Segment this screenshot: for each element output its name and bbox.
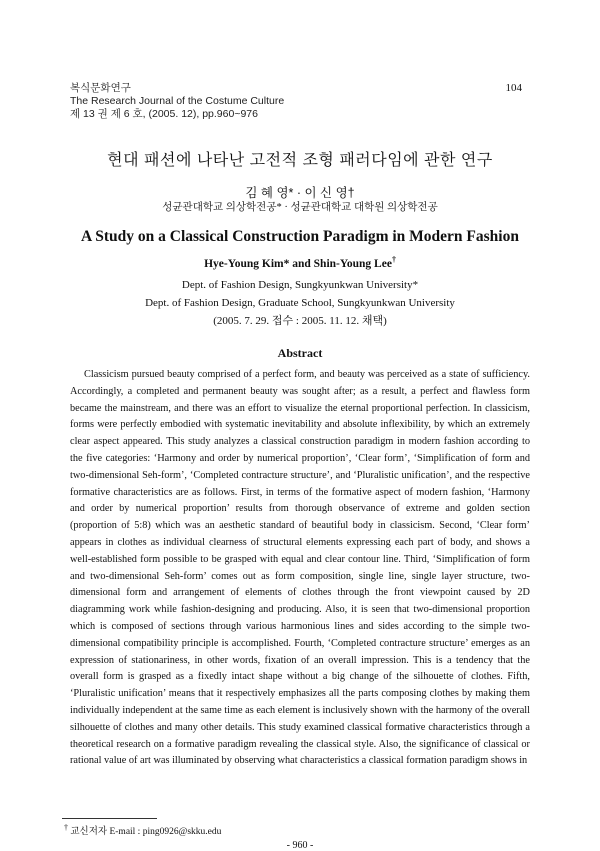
- page-number-bottom: - 960 -: [286, 840, 314, 851]
- footnote-mark: †: [64, 822, 68, 832]
- title-korean: 현대 패션에 나타난 고전적 조형 패러다임에 관한 연구: [107, 152, 493, 169]
- authors-english-names: Hye-Young Kim* and Shin-Young Lee: [204, 258, 392, 270]
- footnote-text: 교신저자 E-mail : ping0926@skku.edu: [70, 827, 222, 837]
- abstract-heading: Abstract: [277, 346, 323, 360]
- abstract-body: [70, 367, 530, 770]
- page-number-top: 104: [505, 82, 522, 94]
- journal-header: [70, 82, 284, 121]
- journal-volume-info: 제 13 권 제 6 호, (2005. 12), pp.960~976: [70, 108, 258, 120]
- journal-korean-name: 복식문화연구: [70, 82, 131, 94]
- footnote: [64, 823, 221, 837]
- authors-english: [0, 255, 600, 270]
- corresponding-author-mark: †: [391, 255, 396, 265]
- affiliation-korean: 성균관대학교 의상학전공* · 성균관대학교 대학원 의상학전공: [162, 202, 438, 213]
- authors-korean: 김 혜 영* · 이 신 영†: [245, 186, 355, 200]
- journal-english-name: The Research Journal of the Costume Culture: [70, 95, 285, 107]
- affiliation-english-1: Dept. of Fashion Design, Sungkyunkwan University*: [181, 279, 419, 291]
- abstract-paragraph: Classicism pursued beauty comprised of a perfect form, and beauty was perceived as a state of sufficiency. Accordingly, a completed and permanent beauty was sought after; as a result, a perfect and flawless form became the mainstream, and there was an effort to visualize the eternal proportional perfection. In classicism, forms were perfectly embodied with systematic inevitability and absolute inflexibility, by which an extremely clear aspect appeared. This study analyzes a classical construction paradigm in modern fashion according to the five categories: ‘Harmony and order by numerical proportion’, ‘Clear form’, ‘Simplification of form and two-dimensional Seh-form’, ‘Completed contracture structure’, and ‘Pluralistic unification’, and the respective formative characteristics are as follows. First, in terms of the formative aspect of modern fashion, ‘Harmony and order by numerical proportion’ results from thorough observance of extreme and golden section (proportion of 5:8) which was an aesthetic standard of beautiful body in classicism. Second, ‘Clear form’ appears in clothes as individual clearness of structural elements expressing each part of body, and shows a well-established form possible to be grasped with equal and clear contour line. Third, ‘Simplification of form and two-dimensional Seh-form’ comes out as form composition, single line, single layer structure, two-dimensional form and arrangement of elements of clothes through the front viewpoint caused by 2D diagramming work while fashion-designing and producing. Also, it is seen that two-dimensional proportion which is composed of sections through various harmonious lines and sides according to the simple two-dimensional compatibility principle is accomplished. Fourth, ‘Completed contracture structure’ emerges as an expression of stationariness, in other words, fixation of an overall impression. This is a tendency that the overall form is grasped as a fixedly intact shape without a big change of the silhouette of clothes. Fifth, ‘Pluralistic unification’ means that it respectively emphasizes all the parts composing clothes by making them individually independent at the same time as each element is inclusively shown with the harmony of the overall silhouette of clothes and many other details. This study examined classical formative characteristics through a theoretical research on a formative paradigm revealing the classical style. Also, the significance of classical or rational value of art was illuminated by observing what characteristics a classical formation paradigm shows in: [70, 369, 530, 767]
- submission-dates: (2005. 7. 29. 접수 : 2005. 11. 12. 채택): [213, 315, 387, 327]
- footnote-divider: [62, 818, 157, 819]
- title-english: A Study on a Classical Construction Paradigm in Modern Fashion: [81, 228, 519, 245]
- affiliation-english-2: Dept. of Fashion Design, Graduate School, Sungkyunkwan University: [145, 297, 455, 309]
- affiliations-english: [0, 276, 600, 330]
